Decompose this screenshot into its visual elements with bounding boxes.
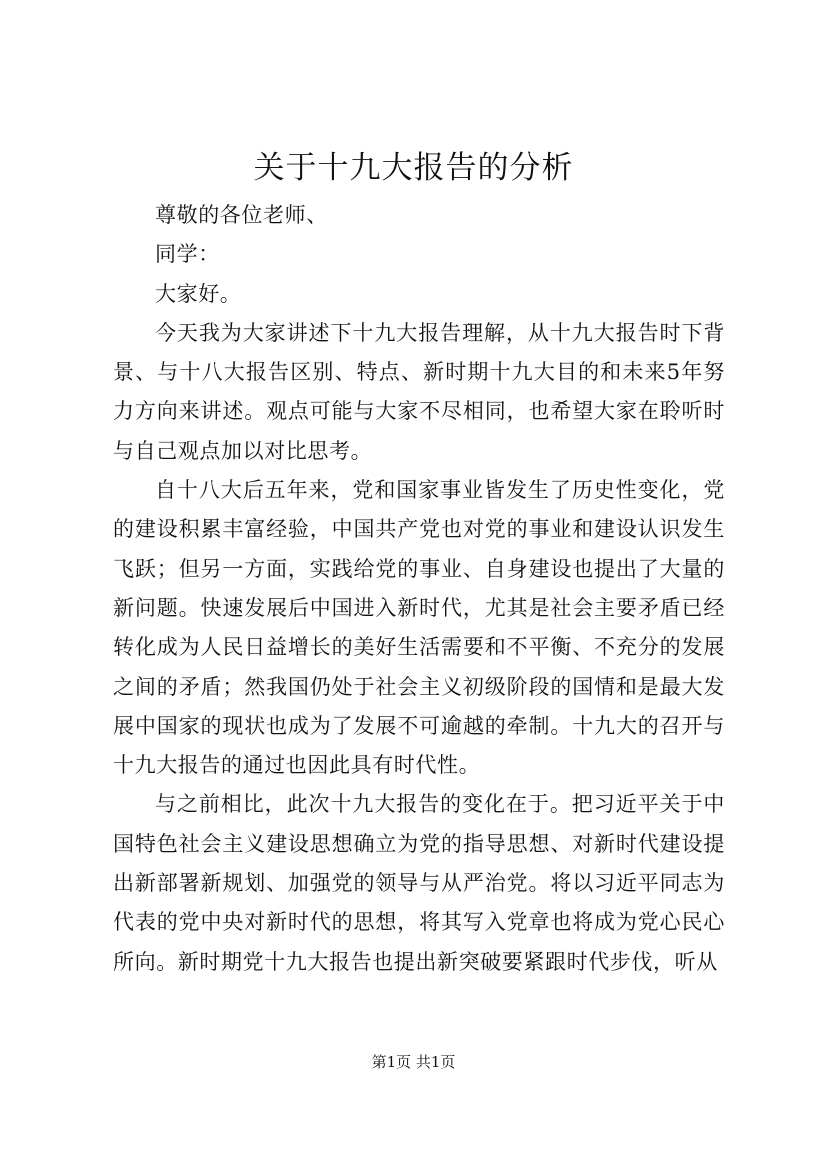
page-number-footer: 第1页 共1页 — [371, 1053, 456, 1071]
salutation-line-1: 尊敬的各位老师、 — [155, 203, 328, 227]
paragraph-background: 自十八大后五年来，党和国家事业皆发生了历史性变化，党的建设积累丰富经验，中国共产党也对党的事业和建设认识发生飞跃；但另一方面，实践给党的事业、自身建设也提出了大量的新问题。快速发展后中国进入新时代，尤其是社会主要矛盾已经转化成为人民日益增长的美好生活需要和不平衡、不充分的发展之间的矛盾；然我国仍处于社会主义初级阶段的国情和是最大发展中国家的现状也成为了发展不可逾越的牵制。十九大的召开与十九大报告的通过也因此具有时代性。 — [113, 478, 725, 778]
salutation-line-2: 同学： — [155, 242, 220, 267]
paragraph-changes: 与之前相比，此次十九大报告的变化在于。把习近平关于中国特色社会主义建设思想确立为党的指导思想、对新时代建设提出新部署新规划、加强党的领导与从严治党。将以习近平同志为代表的党中央对新时代的思想，将其写入党章也将成为党心民心所向。新时期党十九大报告也提出新突破要紧跟时代步伐，听从 — [113, 792, 725, 974]
greeting: 大家好。 — [155, 281, 242, 306]
document-body — [113, 196, 725, 982]
document-title: 关于十九大报告的分析 — [253, 150, 574, 186]
paragraph-intro: 今天我为大家讲述下十九大报告理解，从十九大报告时下背景、与十八大报告区别、特点、新时期十九大目的和未来5年努力方向来讲述。观点可能与大家不尽相同，也希望大家在聆听时与自己观点加以对比思考。 — [113, 320, 725, 463]
